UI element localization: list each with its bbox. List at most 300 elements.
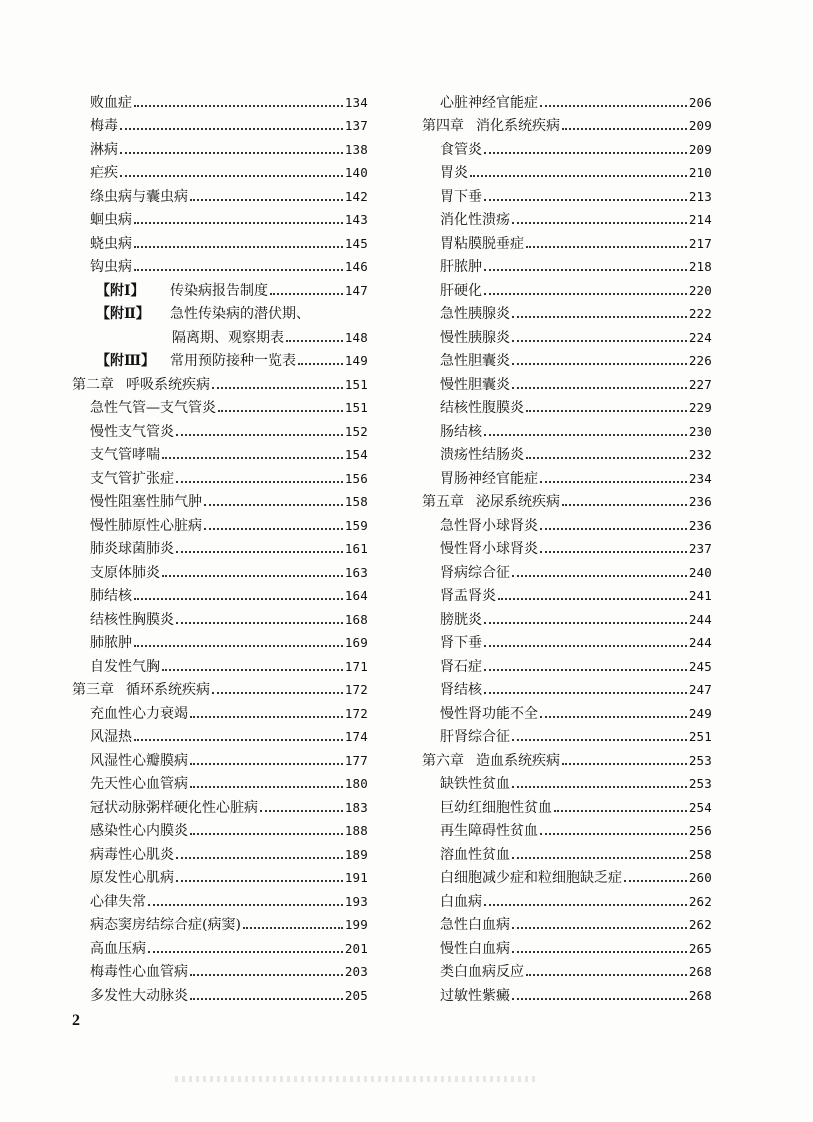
entry-page-number: 151 <box>344 376 368 392</box>
toc-entry-row <box>72 604 368 628</box>
entry-title: 冠状动脉粥样硬化性心脏病 <box>90 799 258 816</box>
entry-title: 慢性支气管炎 <box>90 423 174 440</box>
entry-title: 病毒性心肌炎 <box>90 846 174 863</box>
entry-page-number: 159 <box>344 517 368 533</box>
dot-leader <box>134 645 343 647</box>
dot-leader <box>540 105 687 107</box>
entry-title: 充血性心力衰竭 <box>90 705 188 722</box>
toc-entry-row <box>72 839 368 863</box>
dot-leader <box>120 128 343 130</box>
toc-entry-row <box>72 886 368 910</box>
entry-title: 肝脓肿 <box>440 259 482 275</box>
dot-leader <box>512 927 687 929</box>
entry-page-number: 213 <box>688 188 712 204</box>
toc-entry-row <box>422 863 712 887</box>
chapter-title: 呼吸系统疾病 <box>126 376 210 393</box>
dot-leader <box>540 481 687 483</box>
appendix-tag: 【附Ⅲ】 <box>96 353 156 369</box>
dot-leader <box>176 434 343 436</box>
entry-title: 巨幼红细胞性贫血 <box>440 799 552 816</box>
dot-leader <box>484 152 687 154</box>
dot-leader <box>562 504 687 506</box>
appendix-title: 急性传染病的潜伏期、 <box>170 306 310 322</box>
toc-entry-row <box>422 698 712 722</box>
entry-title: 肠结核 <box>440 423 482 440</box>
entry-title: 风湿热 <box>90 729 132 745</box>
appendix-label <box>96 353 296 369</box>
entry-title: 支气管扩张症 <box>90 470 174 487</box>
entry-page-number: 254 <box>688 799 712 815</box>
dot-leader <box>190 998 343 1000</box>
entry-title: 溶血性贫血 <box>440 846 510 863</box>
toc-entry-row <box>422 463 712 487</box>
entry-page-number: 163 <box>344 564 368 580</box>
dot-leader <box>298 363 343 365</box>
entry-page-number: 258 <box>688 846 712 862</box>
appendix-title: 常用预防接种一览表 <box>170 353 296 369</box>
toc-entry-row <box>422 534 712 558</box>
toc-right-column <box>422 87 712 1004</box>
dot-leader <box>526 457 687 459</box>
dot-leader <box>190 974 343 976</box>
entry-title: 食管炎 <box>440 141 482 158</box>
dot-leader <box>512 575 687 577</box>
toc-entry-row <box>72 792 368 816</box>
entry-title: 梅毒性心血管病 <box>90 964 188 980</box>
entry-page-number: 262 <box>688 917 712 932</box>
dot-leader <box>512 222 687 224</box>
entry-page-number: 191 <box>344 870 368 885</box>
entry-page-number: 164 <box>344 588 368 603</box>
entry-title: 肝硬化 <box>440 282 482 299</box>
entry-title: 慢性肾小球肾炎 <box>440 541 538 557</box>
toc-entry-row <box>72 487 368 511</box>
entry-title: 溃疡性结肠炎 <box>440 447 524 463</box>
dot-leader <box>204 528 343 530</box>
entry-title: 风湿性心瓣膜病 <box>90 752 188 769</box>
toc-entry-row <box>422 604 712 628</box>
entry-title: 白血病 <box>440 893 482 910</box>
entry-page-number: 240 <box>688 564 712 580</box>
entry-page-number: 146 <box>344 259 368 274</box>
dot-leader <box>484 904 687 906</box>
entry-page-number: 172 <box>344 682 368 697</box>
chapter-title: 循环系统疾病 <box>126 682 210 698</box>
dot-leader <box>134 598 343 600</box>
toc-entry-row <box>422 299 712 323</box>
entry-page-number: 265 <box>688 940 712 956</box>
entry-page-number: 262 <box>688 893 712 909</box>
dot-leader <box>512 951 687 953</box>
appendix-tag: 【附Ⅰ】 <box>96 282 145 299</box>
toc-entry-row <box>72 557 368 581</box>
entry-title: 肾结核 <box>440 682 482 698</box>
entry-title: 结核性胸膜炎 <box>90 611 174 628</box>
chapter-number: 第三章 <box>72 682 114 698</box>
entry-title: 肺脓肿 <box>90 635 132 651</box>
entry-page-number: 230 <box>688 423 712 439</box>
dot-leader <box>562 128 687 130</box>
dot-leader <box>484 293 687 295</box>
entry-page-number: 268 <box>688 987 712 1003</box>
entry-page-number: 244 <box>688 611 712 627</box>
dot-leader <box>624 880 687 882</box>
dot-leader <box>148 904 343 906</box>
entry-page-number: 193 <box>344 893 368 909</box>
entry-title: 再生障碍性贫血 <box>440 823 538 839</box>
dot-leader <box>484 622 687 624</box>
entry-title: 肺结核 <box>90 588 132 604</box>
dot-leader <box>134 269 343 271</box>
toc-entry-row <box>422 651 712 675</box>
chapter-label <box>72 682 210 698</box>
dot-leader <box>562 763 687 765</box>
toc-entry-row <box>422 181 712 205</box>
dot-leader <box>512 857 687 859</box>
dot-leader <box>286 340 343 342</box>
toc-entry-row <box>72 205 368 229</box>
dot-leader <box>176 857 343 859</box>
toc-entry-row <box>422 628 712 652</box>
entry-page-number: 229 <box>688 400 712 415</box>
appendix-label <box>96 283 268 299</box>
toc-entry-row <box>72 933 368 957</box>
entry-page-number: 251 <box>688 729 712 744</box>
entry-page-number: 158 <box>344 494 368 509</box>
dot-leader <box>243 927 343 929</box>
toc-entry-row <box>422 322 712 346</box>
toc-entry-row <box>72 416 368 440</box>
dot-leader <box>176 481 343 483</box>
entry-page-number: 237 <box>688 541 712 556</box>
entry-page-number: 220 <box>688 282 712 298</box>
toc-entry-row <box>422 675 712 699</box>
toc-entry-row <box>72 745 368 769</box>
toc-chapter-row <box>422 487 712 511</box>
entry-page-number: 244 <box>688 635 712 650</box>
entry-page-number: 177 <box>344 752 368 768</box>
entry-page-number: 137 <box>344 118 368 133</box>
dot-leader <box>190 716 343 718</box>
dot-leader <box>218 410 343 412</box>
toc-entry-row <box>422 158 712 182</box>
entry-title: 肾石症 <box>440 658 482 675</box>
entry-title: 膀胱炎 <box>440 611 482 628</box>
chapter-number: 第四章 <box>422 118 464 134</box>
dot-leader <box>554 810 687 812</box>
toc-entry-row <box>422 346 712 370</box>
chapter-title: 泌尿系统疾病 <box>476 494 560 510</box>
entry-title: 慢性胰腺炎 <box>440 329 510 346</box>
chapter-title: 消化系统疾病 <box>476 118 560 134</box>
entry-title: 肾病综合征 <box>440 564 510 581</box>
entry-page-number: 169 <box>344 635 368 650</box>
toc-left-column <box>72 87 368 1004</box>
toc-entry-row <box>422 393 712 417</box>
toc-entry-row <box>422 252 712 276</box>
dot-leader <box>512 316 687 318</box>
dot-leader <box>512 387 687 389</box>
chapter-number: 第五章 <box>422 494 464 510</box>
entry-page-number: 268 <box>688 964 712 979</box>
entry-page-number: 172 <box>344 705 368 721</box>
toc-entry-row <box>422 134 712 158</box>
entry-page-number: 180 <box>344 776 368 791</box>
entry-title: 慢性白血病 <box>440 940 510 957</box>
entry-page-number: 168 <box>344 611 368 627</box>
dot-leader <box>512 739 687 741</box>
entry-title: 肾下垂 <box>440 635 482 651</box>
toc-entry-row <box>422 722 712 746</box>
entry-page-number: 189 <box>344 846 368 862</box>
chapter-label <box>422 753 560 769</box>
entry-page-number: 249 <box>688 705 712 721</box>
dot-leader <box>512 998 687 1000</box>
entry-page-number: 227 <box>688 376 712 392</box>
entry-page-number: 232 <box>688 447 712 462</box>
dot-leader <box>134 222 343 224</box>
entry-page-number: 174 <box>344 729 368 744</box>
dot-leader <box>484 645 687 647</box>
entry-page-number: 134 <box>344 94 368 110</box>
entry-title: 绦虫病与囊虫病 <box>90 188 188 205</box>
entry-title: 胃下垂 <box>440 188 482 205</box>
entry-title: 急性气管—支气管炎 <box>90 400 216 416</box>
dot-leader <box>162 575 343 577</box>
entry-title: 肝肾综合征 <box>440 729 510 745</box>
toc-entry-row <box>72 158 368 182</box>
entry-page-number: 245 <box>688 658 712 674</box>
entry-title: 慢性胆囊炎 <box>440 376 510 393</box>
entry-title: 支原体肺炎 <box>90 564 160 581</box>
entry-page-number: 260 <box>688 870 712 885</box>
entry-title: 急性白血病 <box>440 917 510 933</box>
dot-leader <box>176 551 343 553</box>
dot-leader <box>512 786 687 788</box>
entry-page-number: 152 <box>344 423 368 439</box>
dot-leader <box>120 152 343 154</box>
entry-page-number: 142 <box>344 188 368 204</box>
toc-entry-row <box>72 980 368 1004</box>
entry-title: 多发性大动脉炎 <box>90 987 188 1004</box>
entry-page-number: 241 <box>688 588 712 603</box>
toc-chapter-row <box>422 111 712 135</box>
toc-entry-row <box>72 910 368 934</box>
toc-entry-row <box>72 816 368 840</box>
toc-entry-row <box>422 980 712 1004</box>
entry-page-number: 148 <box>344 329 368 345</box>
dot-leader <box>484 199 687 201</box>
toc-entry-row <box>422 87 712 111</box>
chapter-title: 造血系统疾病 <box>476 752 560 769</box>
dot-leader <box>484 692 687 694</box>
dot-leader <box>260 810 343 812</box>
dot-leader <box>512 363 687 365</box>
entry-page-number: 236 <box>688 517 712 533</box>
entry-title: 蛔虫病 <box>90 212 132 228</box>
entry-title: 感染性心内膜炎 <box>90 823 188 839</box>
entry-page-number: 199 <box>344 917 368 932</box>
entry-title: 急性肾小球肾炎 <box>440 517 538 534</box>
toc-entry-row <box>72 87 368 111</box>
dot-leader <box>120 175 343 177</box>
entry-page-number: 147 <box>344 282 368 298</box>
toc-chapter-row <box>72 369 368 393</box>
dot-leader <box>162 669 343 671</box>
toc-entry-row <box>72 252 368 276</box>
dot-leader <box>484 269 687 271</box>
dot-leader <box>212 387 343 389</box>
dot-leader <box>484 434 687 436</box>
entry-title: 过敏性紫癜 <box>440 987 510 1004</box>
dot-leader <box>162 457 343 459</box>
toc-entry-row <box>72 957 368 981</box>
entry-page-number: 149 <box>344 353 368 368</box>
toc-chapter-row <box>72 675 368 699</box>
toc-entry-row <box>72 628 368 652</box>
entry-page-number: 226 <box>688 353 712 368</box>
dot-leader <box>512 340 687 342</box>
entry-page-number: 138 <box>344 141 368 157</box>
entry-page-number: 156 <box>344 470 368 486</box>
chapter-number: 第六章 <box>422 752 464 769</box>
toc-entry-row <box>72 722 368 746</box>
entry-title: 急性胆囊炎 <box>440 353 510 369</box>
dot-leader <box>540 833 687 835</box>
entry-title: 胃粘膜脱垂症 <box>440 235 524 252</box>
entry-page-number: 171 <box>344 658 368 674</box>
toc-entry-row <box>422 205 712 229</box>
entry-page-number: 143 <box>344 212 368 227</box>
scan-artifact <box>175 1076 535 1082</box>
dot-leader <box>134 739 343 741</box>
dot-leader <box>526 410 687 412</box>
entry-page-number: 210 <box>688 165 712 180</box>
toc-entry-row <box>422 769 712 793</box>
entry-page-number: 209 <box>688 118 712 133</box>
toc-entry-row <box>422 510 712 534</box>
appendix-title: 传染病报告制度 <box>170 282 268 299</box>
dot-leader <box>134 246 343 248</box>
dot-leader <box>498 598 687 600</box>
toc-entry-row <box>72 698 368 722</box>
dot-leader <box>526 246 687 248</box>
toc-entry-row <box>72 228 368 252</box>
entry-title: 慢性肺原性心脏病 <box>90 517 202 534</box>
dot-leader <box>190 786 343 788</box>
dot-leader <box>540 551 687 553</box>
dot-leader <box>484 669 687 671</box>
toc-entry-row <box>422 581 712 605</box>
toc-appendix-row <box>72 346 368 370</box>
toc-entry-row <box>422 557 712 581</box>
chapter-label <box>72 377 210 393</box>
dot-leader <box>190 833 343 835</box>
dot-leader <box>176 880 343 882</box>
entry-page-number: 188 <box>344 823 368 838</box>
entry-title: 结核性腹膜炎 <box>440 400 524 416</box>
entry-title: 胃炎 <box>440 165 468 181</box>
entry-title: 心脏神经官能症 <box>440 94 538 111</box>
entry-title: 白细胞减少症和粒细胞缺乏症 <box>440 870 622 886</box>
dot-leader <box>470 175 687 177</box>
dot-leader <box>270 293 343 295</box>
entry-page-number: 256 <box>688 823 712 838</box>
toc-entry-row <box>422 839 712 863</box>
dot-leader <box>540 528 687 530</box>
toc-appendix-row <box>72 299 368 323</box>
toc-entry-row <box>72 111 368 135</box>
entry-page-number: 218 <box>688 259 712 274</box>
toc-entry-row <box>422 440 712 464</box>
toc-entry-row <box>422 228 712 252</box>
entry-page-number: 214 <box>688 212 712 227</box>
entry-title: 原发性心肌病 <box>90 870 174 886</box>
toc-entry-row <box>422 369 712 393</box>
entry-title: 淋病 <box>90 141 118 158</box>
toc-entry-row <box>422 933 712 957</box>
toc-entry-row <box>72 463 368 487</box>
entry-title: 慢性阻塞性肺气肿 <box>90 494 202 510</box>
toc-entry-row <box>422 910 712 934</box>
entry-page-number: 205 <box>344 987 368 1003</box>
entry-page-number: 234 <box>688 470 712 486</box>
entry-page-number: 253 <box>688 752 712 768</box>
dot-leader <box>134 105 343 107</box>
entry-page-number: 209 <box>688 141 712 157</box>
chapter-label <box>422 494 560 510</box>
toc-chapter-row <box>422 745 712 769</box>
entry-page-number: 247 <box>688 682 712 697</box>
toc-entry-row <box>72 534 368 558</box>
entry-title: 先天性心血管病 <box>90 776 188 792</box>
toc-entry-row <box>72 581 368 605</box>
entry-page-number: 154 <box>344 447 368 462</box>
entry-title: 病态窦房结综合症(病窦) <box>90 917 241 933</box>
entry-title: 自发性气胸 <box>90 658 160 675</box>
toc-entry-row <box>422 792 712 816</box>
dot-leader <box>212 692 343 694</box>
entry-page-number: 222 <box>688 306 712 321</box>
entry-title: 急性胰腺炎 <box>440 306 510 322</box>
toc-entry-row <box>422 275 712 299</box>
entry-page-number: 140 <box>344 165 368 180</box>
entry-page-number: 217 <box>688 235 712 251</box>
continuation-title: 隔离期、观察期表 <box>172 329 284 346</box>
entry-page-number: 183 <box>344 799 368 815</box>
toc-entry-row <box>72 440 368 464</box>
page-number: 2 <box>72 1012 80 1029</box>
entry-title: 慢性肾功能不全 <box>440 705 538 722</box>
entry-page-number: 203 <box>344 964 368 979</box>
entry-page-number: 145 <box>344 235 368 251</box>
chapter-label <box>422 118 560 134</box>
entry-title: 梅毒 <box>90 118 118 134</box>
toc-entry-row <box>72 181 368 205</box>
entry-title: 心律失常 <box>90 893 146 910</box>
entry-title: 支气管哮喘 <box>90 447 160 463</box>
toc-continuation-row <box>72 322 368 346</box>
toc-entry-row <box>72 134 368 158</box>
dot-leader <box>190 199 343 201</box>
entry-title: 消化性溃疡 <box>440 212 510 228</box>
entry-title: 肺炎球菌肺炎 <box>90 541 174 557</box>
dot-leader <box>190 763 343 765</box>
toc-entry-row <box>422 816 712 840</box>
toc-entry-row <box>422 886 712 910</box>
toc-entry-row <box>72 510 368 534</box>
appendix-label <box>96 306 310 322</box>
